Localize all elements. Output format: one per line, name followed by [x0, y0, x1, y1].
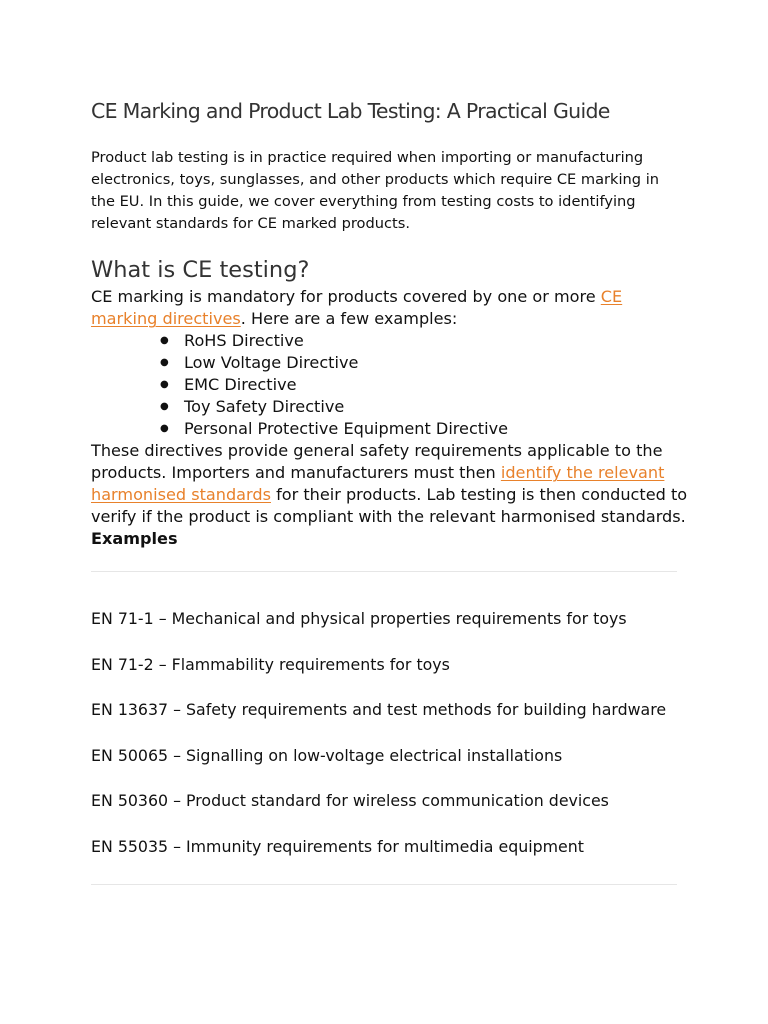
section-body	[91, 286, 691, 550]
list-item-label: Personal Protective Equipment Directive	[184, 419, 509, 438]
directives-paragraph	[91, 440, 691, 528]
section-heading: What is CE testing?	[91, 257, 310, 283]
list-item	[160, 396, 691, 418]
standard-item: EN 71-2 – Flammability requirements for toys	[91, 654, 450, 674]
standard-item: EN 55035 – Immunity requirements for multimedia equipment	[91, 836, 584, 856]
standard-item: EN 50065 – Signalling on low-voltage electrical installations	[91, 745, 563, 765]
directives-list	[91, 330, 691, 440]
harmonised-standards-link[interactable]: identify the relevant harmonised standards	[91, 463, 665, 504]
page-title: CE Marking and Product Lab Testing: A Practical Guide	[91, 99, 610, 123]
standards-list	[91, 608, 691, 882]
bullet-icon: ●	[160, 401, 169, 412]
lead-text: CE marking is mandatory for products covered by one or more	[91, 287, 601, 306]
list-item-label: Toy Safety Directive	[184, 397, 345, 416]
standard-item: EN 13637 – Safety requirements and test methods for building hardware	[91, 700, 667, 720]
list-item	[160, 418, 691, 440]
standard-item: EN 71-1 – Mechanical and physical properties requirements for toys	[91, 609, 627, 628]
list-item-label: RoHS Directive	[184, 331, 304, 350]
para-tail-text: for their products. Lab testing is then conducted to verify if the product is compliant with the relevant harmonised standards.	[91, 485, 688, 526]
lead-paragraph	[91, 286, 691, 330]
intro-paragraph: Product lab testing is in practice required when importing or manufacturing electronics, toys, sunglasses, and other products which require CE marking in the EU. In this guide, we cover everything from testing costs to identifying relevant standards for CE marked products.	[91, 149, 660, 232]
divider-bottom	[91, 884, 677, 885]
bullet-icon: ●	[160, 423, 169, 434]
list-item-label: Low Voltage Directive	[184, 353, 359, 372]
standard-item: EN 50360 – Product standard for wireless communication devices	[91, 791, 609, 811]
examples-label: Examples	[91, 529, 178, 548]
ce-marking-directives-link[interactable]: CE marking directives	[91, 287, 623, 328]
para-text: These directives provide general safety requirements applicable to the products. Importers and manufacturers must then	[91, 441, 663, 482]
divider-top	[91, 571, 677, 572]
bullet-icon: ●	[160, 357, 169, 368]
list-item	[160, 330, 691, 352]
bullet-icon: ●	[160, 379, 169, 390]
list-item-label: EMC Directive	[184, 375, 297, 394]
list-item	[160, 374, 691, 396]
bullet-icon: ●	[160, 335, 169, 346]
lead-tail-text: . Here are a few examples:	[240, 309, 458, 328]
list-item	[160, 352, 691, 374]
